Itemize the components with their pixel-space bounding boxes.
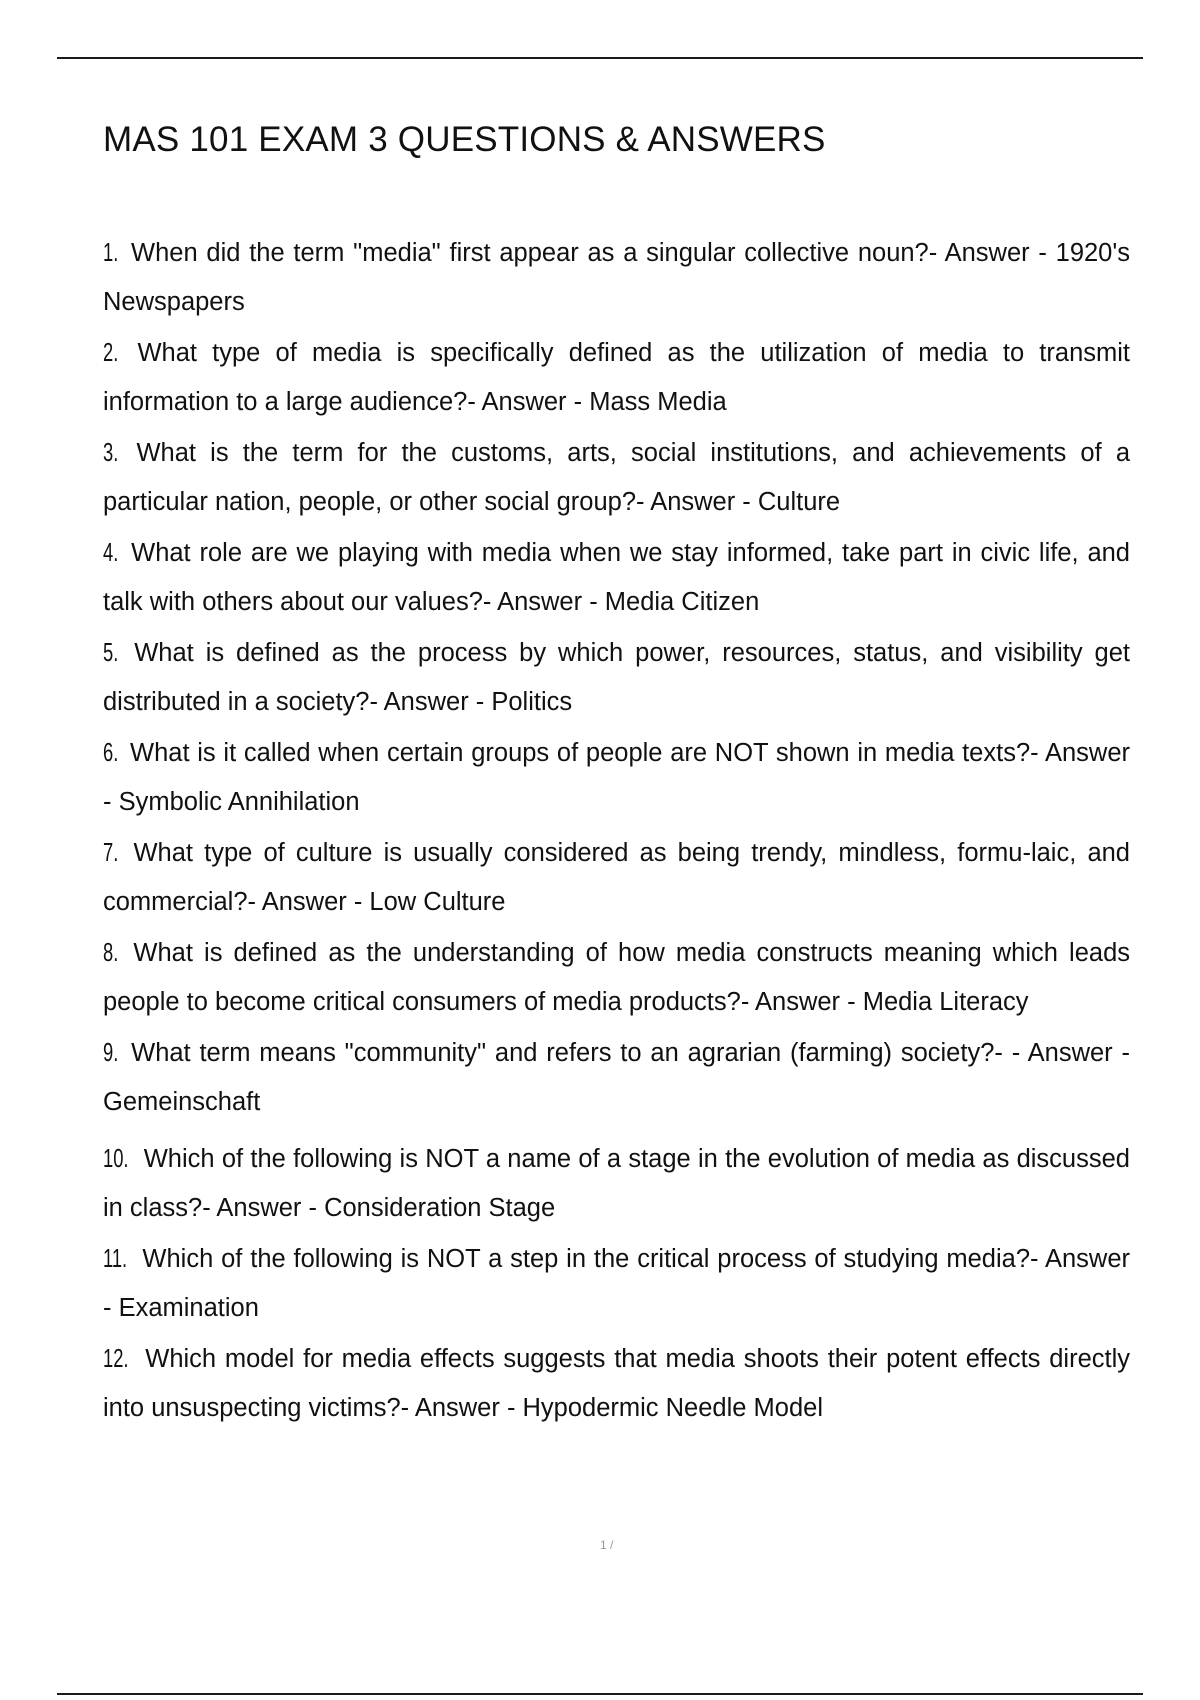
qa-item-7 bbox=[103, 829, 1130, 927]
question-number: 9. bbox=[103, 1039, 119, 1067]
question-text: When did the term "media" first appear as a singular collective noun?- bbox=[131, 239, 938, 267]
question-text: What is it called when certain groups of people are NOT shown in media texts?- bbox=[130, 739, 1039, 767]
question-text: What role are we playing with media when we stay informed, take part in civic life, and talk with others about our values?- bbox=[103, 539, 1130, 616]
answer-text: Answer - Media Citizen bbox=[497, 588, 760, 616]
question-text: What is defined as the understanding of how media constructs meaning which leads people to become critical consumers of media products?- bbox=[103, 939, 1131, 1016]
page-number: 1 / bbox=[600, 1538, 614, 1552]
question-number: 6. bbox=[103, 739, 119, 767]
question-text: Which of the following is NOT a name of a stage in the evolution of media as discussed in class?- bbox=[103, 1145, 1130, 1222]
answer-text: Answer - 1920's Newspapers bbox=[103, 239, 1130, 316]
question-text: What term means "community" and refers to an agrarian (farming) society?- - bbox=[131, 1039, 1021, 1067]
question-number: 1. bbox=[103, 239, 119, 267]
answer-text: Answer - Gemeinschaft bbox=[103, 1039, 1130, 1116]
qa-item-1 bbox=[103, 229, 1130, 327]
question-number: 3. bbox=[103, 439, 119, 467]
answer-text: Answer - Consideration Stage bbox=[216, 1194, 556, 1222]
qa-item-4 bbox=[103, 529, 1130, 627]
answer-text: Answer - Mass Media bbox=[481, 388, 727, 416]
question-number: 8. bbox=[103, 939, 119, 967]
question-number: 12. bbox=[103, 1345, 129, 1373]
top-rule bbox=[57, 57, 1143, 59]
answer-text: Answer - Hypodermic Needle Model bbox=[414, 1394, 823, 1422]
bottom-rule bbox=[57, 1693, 1143, 1695]
qa-item-6 bbox=[103, 729, 1130, 827]
question-number: 4. bbox=[103, 539, 119, 567]
qa-item-3 bbox=[103, 429, 1130, 527]
answer-text: Answer - Culture bbox=[650, 488, 841, 516]
answer-text: Answer - Media Literacy bbox=[755, 988, 1029, 1016]
qa-item-2 bbox=[103, 329, 1130, 427]
question-text: What is the term for the customs, arts, social institutions, and achievements of a particular nation, people, or other social group?- bbox=[103, 439, 1131, 516]
answer-text: Answer - Politics bbox=[383, 688, 573, 716]
question-number: 10. bbox=[103, 1145, 129, 1173]
question-text: What type of media is specifically defined as the utilization of media to transmit information to a large audience?- bbox=[103, 339, 1130, 416]
answer-text: Answer - Low Culture bbox=[261, 888, 506, 916]
qa-item-11 bbox=[103, 1235, 1130, 1333]
qa-item-9 bbox=[103, 1029, 1130, 1127]
question-number: 2. bbox=[103, 339, 119, 367]
qa-item-5 bbox=[103, 629, 1130, 727]
qa-item-12 bbox=[103, 1335, 1130, 1433]
question-text: What type of culture is usually considered as being trendy, mindless, formu-laic, and commercial?- bbox=[103, 839, 1130, 916]
question-number: 5. bbox=[103, 639, 119, 667]
question-number: 11. bbox=[103, 1245, 128, 1273]
qa-list bbox=[103, 229, 1130, 1435]
question-text: Which model for media effects suggests that media shoots their potent effects directly into unsuspecting victims?- bbox=[103, 1345, 1130, 1422]
question-text: What is defined as the process by which power, resources, status, and visibility get distributed in a society?- bbox=[103, 639, 1130, 716]
question-number: 7. bbox=[103, 839, 119, 867]
page-title: MAS 101 EXAM 3 QUESTIONS & ANSWERS bbox=[103, 120, 826, 159]
answer-text: Answer - Examination bbox=[103, 1245, 1130, 1322]
qa-item-10 bbox=[103, 1135, 1130, 1233]
question-text: Which of the following is NOT a step in the critical process of studying media?- bbox=[142, 1245, 1039, 1273]
qa-item-8 bbox=[103, 929, 1130, 1027]
answer-text: Answer - Symbolic Annihilation bbox=[103, 739, 1130, 816]
